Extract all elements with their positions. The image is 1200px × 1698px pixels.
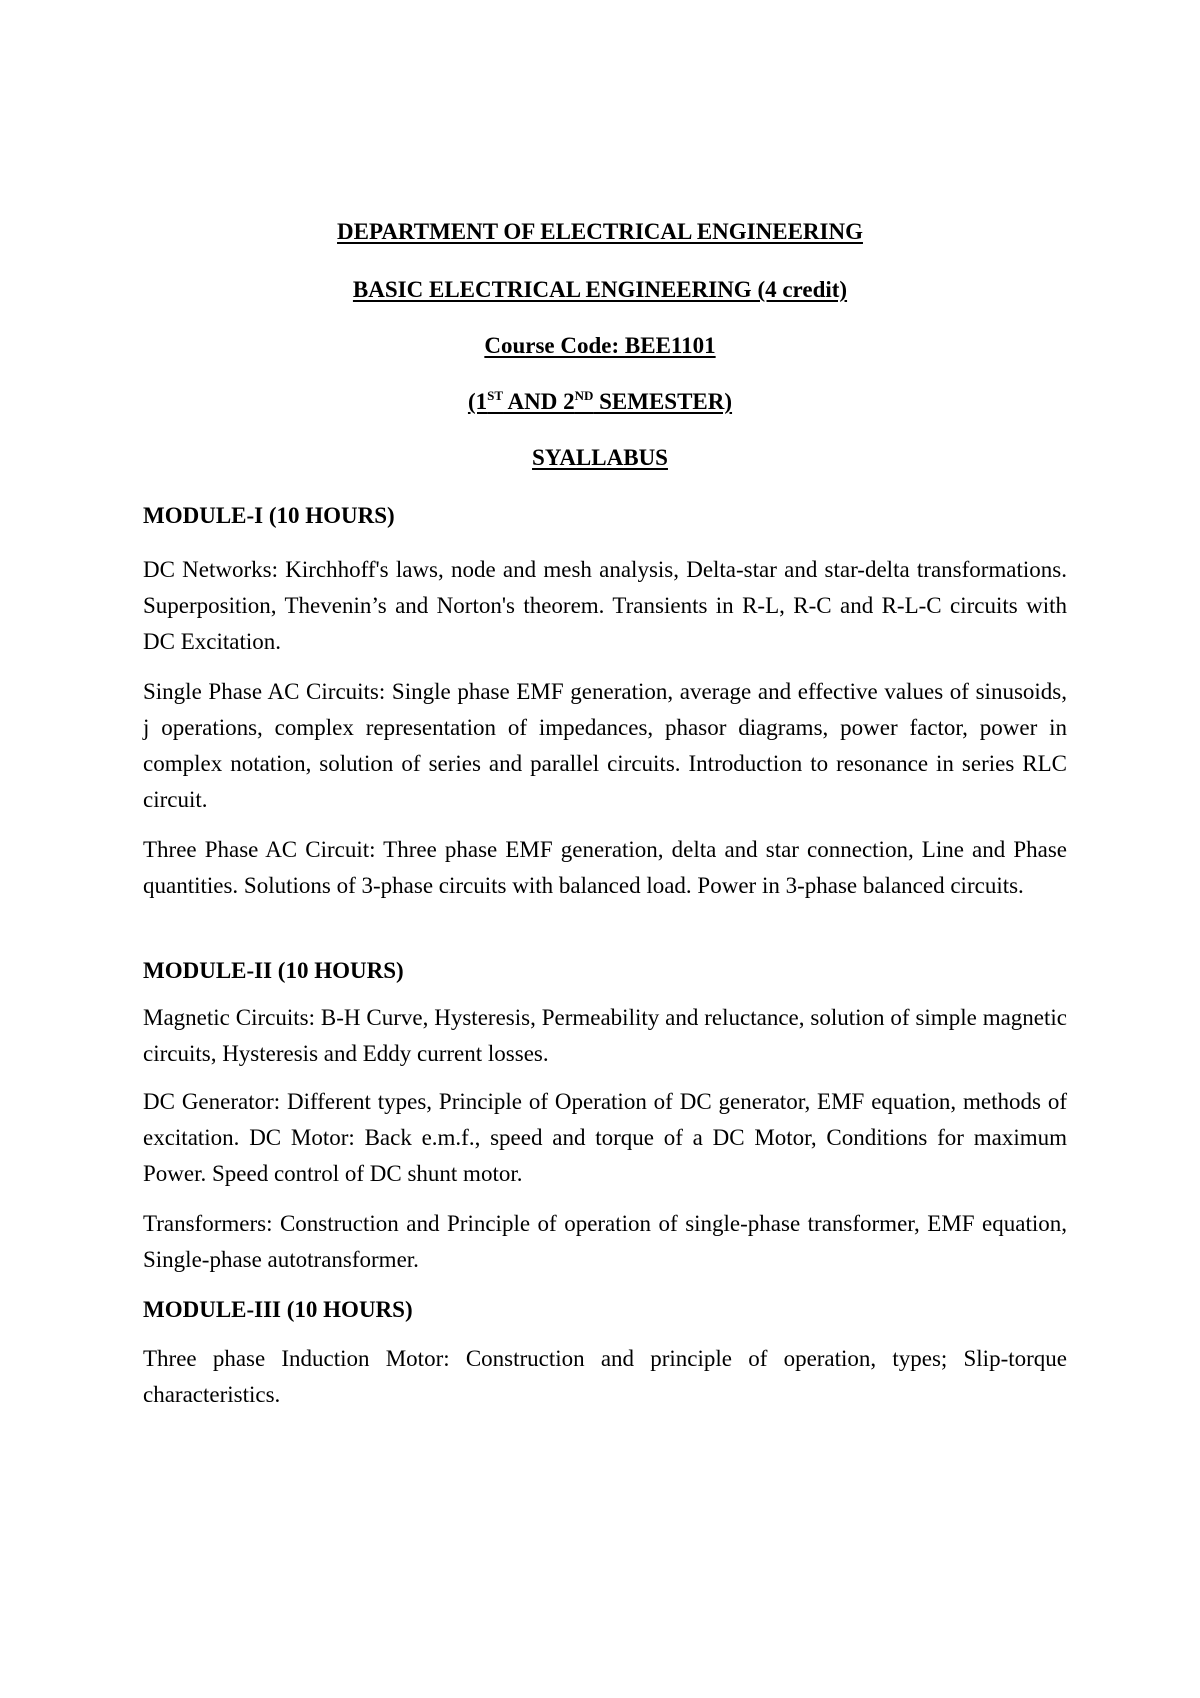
module-1-paragraph-single-phase: Single Phase AC Circuits: Single phase EMF generation, average and effective values of sinusoids, j operations, complex representation of impedances, phasor diagrams, power factor, power in complex notation, solution of series and parallel circuits. Introduction to resonance in series RLC circuit. — [143, 679, 1067, 812]
semester-close-text: SEMESTER) — [593, 389, 733, 414]
module-2-paragraph-dc-generator: DC Generator: Different types, Principle of Operation of DC generator, EMF equation, methods of excitation. DC Motor: Back e.m.f., speed and torque of a DC Motor, Conditions for maximum Power. Speed control of DC shunt motor. — [143, 1089, 1067, 1186]
module-1-paragraph-dc-networks: DC Networks: Kirchhoff's laws, node and mesh analysis, Delta-star and star-delta transformations. Superposition, Thevenin’s and Norton's theorem. Transients in R-L, R-C and R-L-C circuits with DC Excitation. — [143, 557, 1067, 654]
syllabus-heading: SYALLABUS — [532, 445, 668, 470]
module-1-paragraph-three-phase: Three Phase AC Circuit: Three phase EMF generation, delta and star connection, Line and Phase quantities. Solutions of 3-phase circuits with balanced load. Power in 3-phase balanced circuits. — [143, 837, 1067, 898]
first-superscript: ST — [487, 388, 504, 403]
course-code-heading: Course Code: BEE1101 — [484, 333, 716, 358]
module-2-paragraph-magnetic-circuits: Magnetic Circuits: B-H Curve, Hysteresis, Permeability and reluctance, solution of simple magnetic circuits, Hysteresis and Eddy current losses. — [143, 1005, 1067, 1066]
module-2-paragraph-transformers: Transformers: Construction and Principle of operation of single-phase transformer, EMF equation, Single-phase autotransformer. — [143, 1211, 1067, 1272]
semester-open-text: (1 — [467, 389, 488, 414]
module-3-paragraph-induction-motor: Three phase Induction Motor: Construction and principle of operation, types; Slip-torque characteristics. — [143, 1346, 1067, 1407]
module-3-title: MODULE-III (10 HOURS) — [143, 1297, 413, 1322]
semester-middle-text: AND 2 — [503, 389, 575, 414]
second-superscript: ND — [574, 388, 594, 403]
department-heading: DEPARTMENT OF ELECTRICAL ENGINEERING — [337, 219, 863, 244]
module-1-title: MODULE-I (10 HOURS) — [143, 503, 395, 528]
semester-heading — [0, 388, 1200, 416]
course-title-heading: BASIC ELECTRICAL ENGINEERING (4 credit) — [352, 277, 848, 302]
module-2-title: MODULE-II (10 HOURS) — [143, 958, 404, 983]
